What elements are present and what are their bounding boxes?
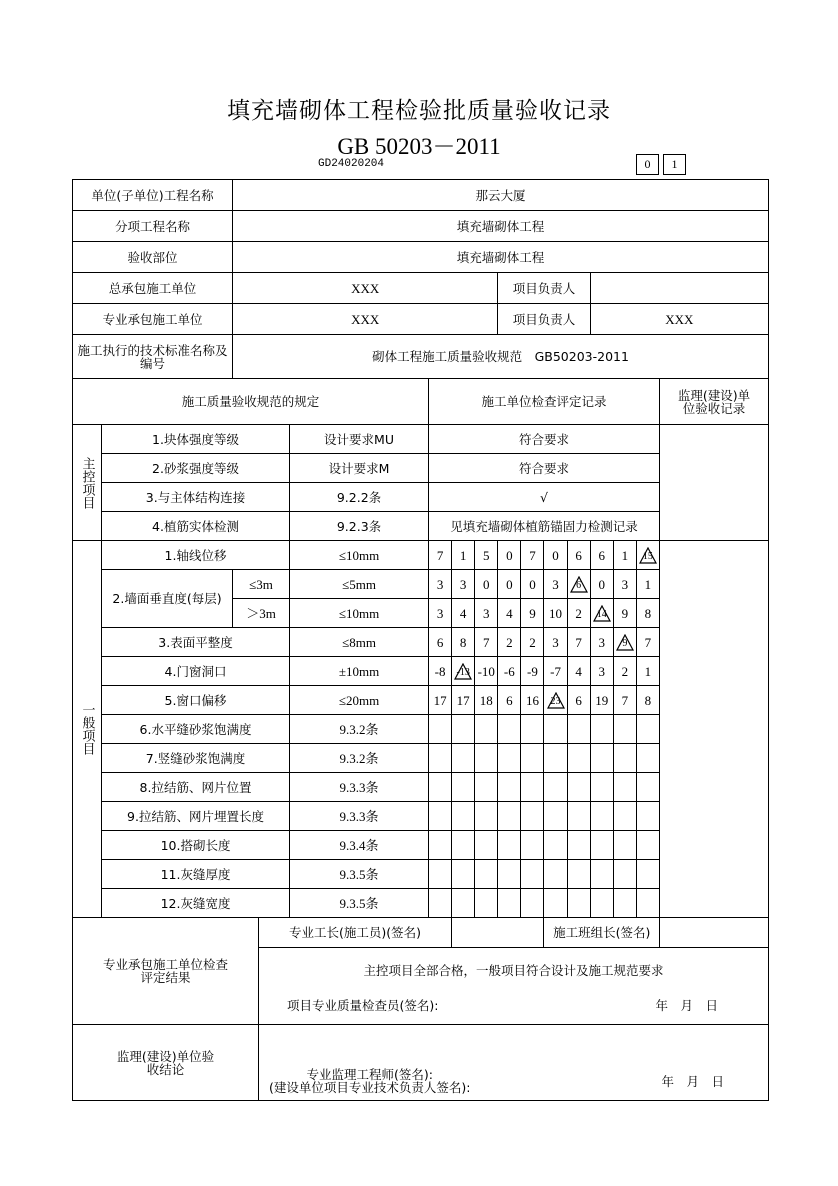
- measurement-cell: 3: [613, 570, 636, 599]
- measurement-cell: [590, 889, 613, 918]
- measurement-cell: 7: [636, 628, 659, 657]
- general-supervision-cell: [659, 541, 768, 918]
- measurement-cell: [475, 889, 498, 918]
- measurement-cell: 8: [636, 599, 659, 628]
- supervision-date: 年 月 日: [661, 1073, 724, 1089]
- manager-label-2: 项目负责人: [498, 304, 590, 335]
- measurement-cell: [544, 831, 567, 860]
- measurement-cell: 6: [567, 686, 590, 715]
- measurement-cell: [590, 773, 613, 802]
- measurement-cell: 1: [636, 657, 659, 686]
- measurement-cell: 8: [452, 628, 475, 657]
- measurement-cell: [613, 744, 636, 773]
- measurement-cell: [521, 860, 544, 889]
- measurement-cell: [636, 715, 659, 744]
- measurement-cell: 4: [567, 657, 590, 686]
- serial-box-1: 0: [636, 154, 659, 175]
- measurement-cell: [567, 802, 590, 831]
- location-label: 验收部位: [73, 242, 233, 273]
- item-name: 3.与主体结构连接: [102, 483, 290, 512]
- measurement-cell: 2: [498, 628, 521, 657]
- item-name: 1.轴线位移: [102, 541, 290, 570]
- item-result: 见填充墙砌体植筋锚固力检测记录: [429, 512, 660, 541]
- item-spec: 9.3.3条: [290, 773, 429, 802]
- measurement-cell: [429, 860, 452, 889]
- measurement-cell: [429, 715, 452, 744]
- measurement-cell: 2: [613, 657, 636, 686]
- item-spec: ±10mm: [290, 657, 429, 686]
- measurement-cell: [613, 715, 636, 744]
- item-name: 8.拉结筋、网片位置: [102, 773, 290, 802]
- warning-triangle-icon: [570, 576, 588, 593]
- item-result: √: [429, 483, 660, 512]
- contractor-result-label: 专业承包施工单位检查评定结果: [73, 918, 259, 1025]
- unit-project-label: 单位(子单位)工程名称: [73, 180, 233, 211]
- measurement-cell: 0: [475, 570, 498, 599]
- measurement-cell: -10: [475, 657, 498, 686]
- engineer-label: 专业监理工程师(签名):: [306, 1067, 433, 1082]
- warning-triangle-icon: [547, 692, 565, 709]
- contractor-conclusion-cell: [259, 948, 769, 1025]
- general-contractor-value: XXX: [233, 273, 498, 304]
- measurement-cell: 3: [544, 628, 567, 657]
- item-name: 11.灰缝厚度: [102, 860, 290, 889]
- measurement-cell: [590, 744, 613, 773]
- team-leader-label: 施工班组长(签名): [544, 918, 659, 948]
- measurement-cell: [498, 802, 521, 831]
- measurement-cell-flagged: [636, 541, 659, 570]
- measurement-cell: [636, 889, 659, 918]
- manager-value-1: [590, 273, 768, 304]
- record-header: 施工单位检查评定记录: [429, 379, 660, 425]
- measurement-cell: [521, 715, 544, 744]
- measurement-cell: [498, 744, 521, 773]
- measurement-value: -13: [456, 666, 470, 678]
- measurement-cell: [452, 715, 475, 744]
- main-items-label: 主控项目: [73, 425, 102, 541]
- sub-project-value: 填充墙砌体工程: [233, 211, 769, 242]
- measurement-cell: 7: [475, 628, 498, 657]
- measurement-cell: 6: [590, 541, 613, 570]
- item-spec: 设计要求MU: [290, 425, 429, 454]
- measurement-cell: [590, 831, 613, 860]
- item-spec: 9.3.3条: [290, 802, 429, 831]
- item-spec: 9.3.2条: [290, 744, 429, 773]
- warning-triangle-icon: [616, 634, 634, 651]
- measurement-cell: [452, 773, 475, 802]
- item-name: 9.拉结筋、网片埋置长度: [102, 802, 290, 831]
- item-name: 7.竖缝砂浆饱满度: [102, 744, 290, 773]
- measurement-cell: [636, 773, 659, 802]
- foreman-label: 专业工长(施工员)(签名): [259, 918, 452, 948]
- measurement-cell: 3: [429, 570, 452, 599]
- item-name: 12.灰缝宽度: [102, 889, 290, 918]
- form-title: 填充墙砌体工程检验批质量验收记录: [227, 98, 611, 124]
- measurement-cell: 18: [475, 686, 498, 715]
- measurement-cell: 4: [452, 599, 475, 628]
- tech-standard-label: 施工执行的技术标准名称及编号: [73, 335, 233, 379]
- measurement-value: 15: [642, 550, 653, 562]
- item-name: 6.水平缝砂浆饱满度: [102, 715, 290, 744]
- manager-label-1: 项目负责人: [498, 273, 590, 304]
- item-spec: ≤10mm: [290, 541, 429, 570]
- supervision-conclusion-cell: [259, 1025, 769, 1101]
- inspector-label: 项目专业质量检查员(签名):: [287, 998, 439, 1013]
- measurement-cell: 16: [521, 686, 544, 715]
- spec-header: 施工质量验收规范的规定: [73, 379, 429, 425]
- measurement-cell: [498, 889, 521, 918]
- measurement-cell: [567, 715, 590, 744]
- measurement-cell: [521, 802, 544, 831]
- item-subcondition: ≤3m: [233, 570, 290, 599]
- item-spec: 9.3.5条: [290, 860, 429, 889]
- measurement-cell: 5: [475, 541, 498, 570]
- measurement-cell: 1: [452, 541, 475, 570]
- serial-box-2: 1: [663, 154, 686, 175]
- general-contractor-label: 总承包施工单位: [73, 273, 233, 304]
- measurement-cell: [452, 889, 475, 918]
- measurement-cell: [613, 889, 636, 918]
- item-name: 10.搭砌长度: [102, 831, 290, 860]
- item-spec: ≤20mm: [290, 686, 429, 715]
- measurement-value: 14: [596, 608, 607, 620]
- measurement-cell: [567, 860, 590, 889]
- measurement-cell: 0: [498, 570, 521, 599]
- supervision-header: 监理(建设)单位验收记录: [659, 379, 768, 425]
- sub-project-label: 分项工程名称: [73, 211, 233, 242]
- general-item-row: [73, 541, 769, 570]
- sub-contractor-label: 专业承包施工单位: [73, 304, 233, 335]
- measurement-cell: [521, 744, 544, 773]
- measurement-cell: [475, 744, 498, 773]
- measurement-cell: [498, 773, 521, 802]
- measurement-cell: [544, 802, 567, 831]
- measurement-cell: [452, 802, 475, 831]
- item-name: 3.表面平整度: [102, 628, 290, 657]
- item-subcondition: ＞3m: [233, 599, 290, 628]
- item-spec: ≤5mm: [290, 570, 429, 599]
- measurement-cell: 3: [475, 599, 498, 628]
- measurement-cell: 2: [567, 599, 590, 628]
- item-result: 符合要求: [429, 454, 660, 483]
- measurement-cell: [452, 744, 475, 773]
- measurement-cell: 6: [498, 686, 521, 715]
- item-spec: 9.3.5条: [290, 889, 429, 918]
- measurement-cell: -8: [429, 657, 452, 686]
- measurement-cell: 8: [636, 686, 659, 715]
- measurement-cell: 1: [636, 570, 659, 599]
- measurement-cell: 3: [429, 599, 452, 628]
- supervision-result-label: 监理(建设)单位验收结论: [73, 1025, 259, 1101]
- measurement-cell: 6: [567, 541, 590, 570]
- warning-triangle-icon: [454, 663, 472, 680]
- measurement-cell: 0: [544, 541, 567, 570]
- unit-project-value: 那云大厦: [233, 180, 769, 211]
- item-name: 2.砂浆强度等级: [102, 454, 290, 483]
- inspector-date: 年 月 日: [655, 998, 718, 1013]
- measurement-cell: -9: [521, 657, 544, 686]
- measurement-cell: 3: [590, 657, 613, 686]
- item-name: 5.窗口偏移: [102, 686, 290, 715]
- measurement-cell: [613, 773, 636, 802]
- form-code: GD24020204: [318, 158, 385, 170]
- measurement-cell: [544, 889, 567, 918]
- measurement-cell: 17: [452, 686, 475, 715]
- measurement-cell: [475, 860, 498, 889]
- measurement-cell: 0: [590, 570, 613, 599]
- manager-value-2: XXX: [590, 304, 768, 335]
- measurement-cell: [452, 831, 475, 860]
- measurement-cell: [567, 889, 590, 918]
- item-name: 2.墙面垂直度(每层): [102, 570, 233, 628]
- measurement-cell: 7: [613, 686, 636, 715]
- item-result: 符合要求: [429, 425, 660, 454]
- measurement-cell: 3: [590, 628, 613, 657]
- measurement-cell: [429, 889, 452, 918]
- foreman-signature[interactable]: [452, 918, 544, 948]
- measurement-cell: [429, 773, 452, 802]
- measurement-value: 23: [550, 695, 561, 707]
- measurement-cell: 9: [613, 599, 636, 628]
- measurement-cell: [475, 773, 498, 802]
- measurement-cell-flagged: [544, 686, 567, 715]
- item-name: 4.门窗洞口: [102, 657, 290, 686]
- measurement-cell: 9: [521, 599, 544, 628]
- measurement-cell: [613, 860, 636, 889]
- measurement-cell: [498, 831, 521, 860]
- measurement-cell: [498, 860, 521, 889]
- measurement-cell: 4: [498, 599, 521, 628]
- measurement-cell: 2: [521, 628, 544, 657]
- inspection-form-table: [72, 179, 769, 1101]
- measurement-cell: 7: [521, 541, 544, 570]
- measurement-cell: [429, 831, 452, 860]
- measurement-cell: [636, 744, 659, 773]
- conclusion-text: 主控项目全部合格，一般项目符合设计及施工规范要求: [363, 963, 664, 978]
- standard-code: GB 50203－2011: [337, 134, 501, 159]
- measurement-cell: 7: [429, 541, 452, 570]
- sub-contractor-value: XXX: [233, 304, 498, 335]
- measurement-cell: [590, 715, 613, 744]
- measurement-cell: [475, 831, 498, 860]
- measurement-cell: [567, 773, 590, 802]
- measurement-cell: [498, 715, 521, 744]
- main-item-row: [73, 425, 769, 454]
- measurement-cell: [544, 773, 567, 802]
- measurement-cell-flagged: [567, 570, 590, 599]
- measurement-cell-flagged: [613, 628, 636, 657]
- measurement-cell: [567, 744, 590, 773]
- measurement-cell: [567, 831, 590, 860]
- measurement-cell: [452, 860, 475, 889]
- measurement-value: 9: [622, 637, 628, 649]
- item-spec: 9.3.4条: [290, 831, 429, 860]
- measurement-cell: 7: [567, 628, 590, 657]
- item-spec: 9.2.2条: [290, 483, 429, 512]
- measurement-cell: [521, 831, 544, 860]
- owner-label: (建设单位项目专业技术负责人签名):: [269, 1080, 471, 1095]
- measurement-cell: [521, 889, 544, 918]
- measurement-cell-flagged: [452, 657, 475, 686]
- measurement-cell: 0: [521, 570, 544, 599]
- location-value: 填充墙砌体工程: [233, 242, 769, 273]
- measurement-cell: [475, 715, 498, 744]
- measurement-cell: 10: [544, 599, 567, 628]
- warning-triangle-icon: [593, 605, 611, 622]
- tech-standard-value: 砌体工程施工质量验收规范 GB50203-2011: [233, 335, 769, 379]
- general-items-label: 一般项目: [73, 541, 102, 918]
- item-spec: 9.3.2条: [290, 715, 429, 744]
- measurement-cell: [636, 860, 659, 889]
- measurement-cell: [544, 715, 567, 744]
- measurement-cell: [521, 773, 544, 802]
- measurement-cell: -7: [544, 657, 567, 686]
- team-leader-signature[interactable]: [659, 918, 768, 948]
- measurement-cell: [636, 831, 659, 860]
- item-spec: ≤8mm: [290, 628, 429, 657]
- measurement-cell: 3: [544, 570, 567, 599]
- item-name: 4.植筋实体检测: [102, 512, 290, 541]
- measurement-cell: [590, 860, 613, 889]
- measurement-cell-flagged: [590, 599, 613, 628]
- measurement-cell: -6: [498, 657, 521, 686]
- measurement-cell: [613, 802, 636, 831]
- measurement-cell: [636, 802, 659, 831]
- item-spec: 设计要求M: [290, 454, 429, 483]
- measurement-cell: [429, 744, 452, 773]
- measurement-value: 6: [576, 579, 582, 591]
- item-spec: 9.2.3条: [290, 512, 429, 541]
- main-supervision-cell: [659, 425, 768, 541]
- measurement-cell: [544, 860, 567, 889]
- item-spec: ≤10mm: [290, 599, 429, 628]
- measurement-cell: [613, 831, 636, 860]
- measurement-cell: 0: [498, 541, 521, 570]
- measurement-cell: 3: [452, 570, 475, 599]
- measurement-cell: 1: [613, 541, 636, 570]
- item-name: 1.块体强度等级: [102, 425, 290, 454]
- measurement-cell: [429, 802, 452, 831]
- measurement-cell: [544, 744, 567, 773]
- measurement-cell: [590, 802, 613, 831]
- warning-triangle-icon: [639, 547, 657, 564]
- measurement-cell: [475, 802, 498, 831]
- measurement-cell: 17: [429, 686, 452, 715]
- measurement-cell: 19: [590, 686, 613, 715]
- measurement-cell: 6: [429, 628, 452, 657]
